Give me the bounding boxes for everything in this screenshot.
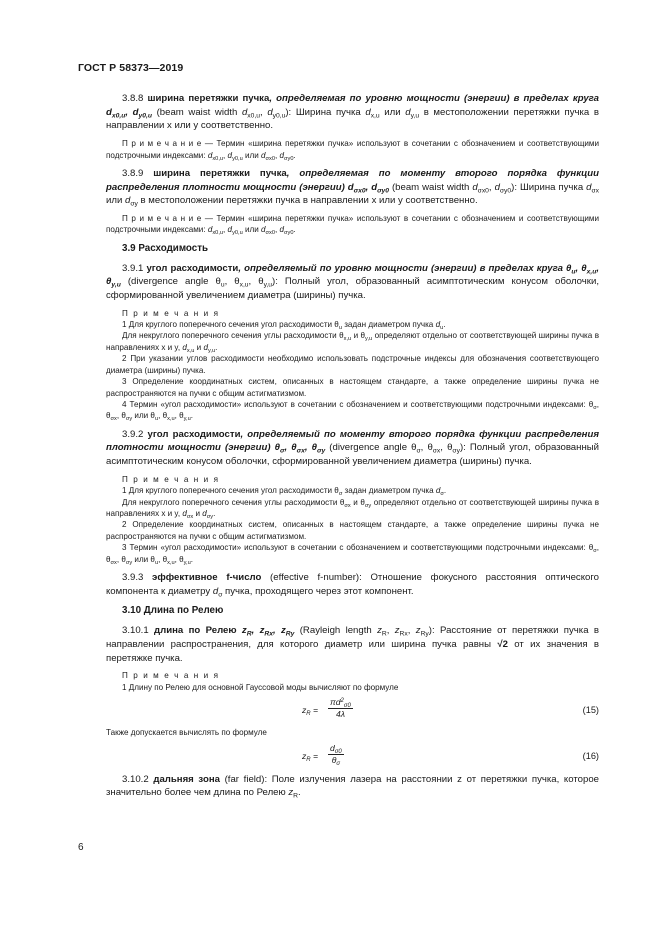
formula-fraction: $\frac{\pi d^2_{\sigma 0}}{4\lambda}$: [330, 697, 351, 720]
note-item: 4 Термин «угол расходимости» используют в сочетании с обозначением и соответствующими подстрочными индексами: $\theta_\sigma$, $\theta_{\sigma x}$, $\theta_{\sigma y}$ или $\theta_u$, $\theta_{x,u}$, $\theta_{y,u}$.: [106, 399, 599, 423]
term: дальняя зона: [153, 773, 220, 785]
definition: ): Полный угол, образованный асимптотическим конусом оболочки, сформированной увеличением диаметра (ширины) пучка.: [106, 442, 599, 468]
term-symbols: $\theta_u$, $\theta_{x,u}$, $\theta_{y,u}$: [106, 262, 600, 289]
page-number: 6: [78, 842, 84, 853]
clause-3-9-1: 3.9.1 угол расходимости, определяемый по уровню мощности (энергии) в пределах круга $\theta_u$, $\theta_{x,u}$, $\theta_{y,u}$ (divergence angle $\theta_u$, $\theta_{x,u}$, $\theta_{y,u}$): Полный угол, образованный асимптотическим конусом оболочки, сформированной увеличением диаметра (ширины) пучка.: [106, 262, 600, 301]
notes-heading: П р и м е ч а н и я: [122, 474, 220, 484]
clause-number: 3.9.2: [122, 428, 144, 440]
notes-3-10-1: [106, 670, 599, 768]
note-3-8-8: П р и м е ч а н и е — Термин «ширина перетяжки пучка» используют в сочетании с обозначением и соответствующими подстрочными индексами: $d_{x0,u}$, $d_{y0,u}$ или $d_{\sigma x0}$, $d_{\sigma y0}$.: [106, 139, 599, 162]
definition: в местоположении перетяжки пучка в направлении x или y соответственно.: [106, 106, 599, 132]
clause-3-9-3: 3.9.3 эффективное f-число (effective f-number): Отношение фокусного расстояния оптического компонента к диаметру $d_\sigma$ пучка, проходящего через этот компонент.: [106, 572, 599, 599]
english-term: (beam waist width: [389, 181, 473, 193]
clause-number: 3.8.9: [122, 167, 144, 179]
clause-number: 3.9.3: [122, 572, 144, 584]
term-symbols: $\theta_\sigma$, $\theta_{\sigma x}$, $\theta_{\sigma y}$: [274, 442, 326, 455]
term: ширина перетяжки пучка: [147, 93, 270, 104]
clause-3-8-9: 3.8.9 ширина перетяжки пучка, определяемая по моменту второго порядка функции распределения плотности мощности (энергии) $d_{\sigma x0}$, $d_{\sigma y0}$ (beam waist width $d_{\sigma x0}$, $d_{\sigma y0}$): Ширина пучка $d_{\sigma x}$ или $d_{\sigma y}$ в местоположении перетяжки пучка в направлении x или y соответственно.: [106, 167, 600, 208]
term-qualifier: , определяемая по уровню мощности (энергии) в пределах круга: [269, 93, 599, 104]
note-item: 3 Определение координатных систем, описанных в настоящем стандарте, а также определение ширины пучка не распространяются на пучки с общим астигматизмом.: [106, 377, 599, 398]
notes-3-9-2: [106, 474, 599, 565]
term: длина по Релею: [154, 625, 237, 637]
definition: (far field): Поле излучения лазера на расстоянии z от перетяжки пучка, которое значительно более чем длина по Релею: [106, 773, 599, 799]
note-item: Также допускается вычислять по формуле: [106, 728, 267, 738]
term: угол расходимости: [147, 428, 241, 440]
notes-heading: П р и м е ч а н и я: [122, 308, 220, 318]
note-3-8-9: П р и м е ч а н и е — Термин «ширина перетяжки пучка» используют в сочетании с обозначением и соответствующими подстрочными индексами: $d_{x0,u}$, $d_{y0,u}$ или $d_{\sigma x0}$, $d_{\sigma y0}$.: [106, 214, 599, 237]
formula-16: [106, 743, 599, 769]
term-symbols: $z_R$, $z_{Rx}$, $z_{Ry}$: [241, 625, 295, 638]
note-item: 1 Для круглого поперечного сечения угол расходимости $\theta_\sigma$ задан диаметром пучка $d_\sigma$.: [122, 486, 447, 498]
definition: ): Расстояние от перетяжки пучка в направлении распространения, для которого диаметр или ширина пучка равны: [106, 625, 599, 650]
term-qualifier: , определяемая по моменту второго порядка функции распределения плотности мощности (энергии): [106, 167, 600, 193]
clause-number: 3.8.8: [122, 93, 144, 104]
term-symbols: $d_{\sigma x0}$, $d_{\sigma y0}$: [347, 181, 389, 194]
document-body: [106, 92, 599, 805]
english-term: (beam waist width: [151, 106, 242, 118]
note-item: 1 Для круглого поперечного сечения угол расходимости $\theta_u$ задан диаметром пучка $d_u$.: [122, 320, 446, 332]
clause-number: 3.10.2: [122, 773, 149, 785]
clause-3-8-8: 3.8.8 ширина перетяжки пучка, определяемая по уровню мощности (энергии) в пределах круга $d_{x0,u}$, $d_{y0,u}$ (beam waist width $d_{x0,u}$, $d_{y0,u}$): Ширина пучка $d_{x,u}$ или $d_{y,u}$ в местоположении перетяжки пучка в направлении x или y соответственно.: [106, 93, 599, 132]
term: эффективное f-число: [152, 572, 262, 584]
term-qualifier: , определяемый по моменту второго порядка функции распределения плотности мощности (энергии): [106, 428, 599, 454]
clause-3-9-2: 3.9.2 угол расходимости, определяемый по моменту второго порядка функции распределения плотности мощности (энергии) $\theta_\sigma$, $\theta_{\sigma x}$, $\theta_{\sigma y}$ (divergence angle $\theta_\sigma$, $\theta_{\sigma x}$, $\theta_{\sigma y}$): Полный угол, образованный асимптотическим конусом оболочки, сформированной увеличением диаметра (ширины) пучка.: [106, 428, 599, 468]
english-term: (divergence angle: [120, 276, 216, 288]
note-item: Для некруглого поперечного сечения углы расходимости $\theta_{\sigma x}$ и $\theta_{\sigma y}$ определяют отдельно от соответствующей ширины пучка в направлениях x и y, $d_{\sigma x}$ и $d_{\sigma y}$.: [106, 497, 599, 521]
clause-number: 3.9.1: [122, 262, 144, 274]
definition: в местоположении перетяжки пучка в направлении x или y соответственно.: [137, 195, 478, 207]
notes-3-9-1: [106, 308, 599, 422]
clause-3-10-2: 3.10.2 дальняя зона (far field): Поле излучения лазера на расстоянии z от перетяжки пучка, которое значительно более чем длина по Релею $z_R$.: [106, 773, 599, 800]
clause-number: 3.10.1: [122, 625, 149, 637]
formula-fraction: $\frac{d_{\sigma 0}}{\theta_\sigma}$: [330, 742, 342, 767]
formula-number: (16): [582, 750, 599, 761]
english-term: (Rayleigh length: [294, 625, 378, 637]
section-heading-3-9: 3.9 Расходимость: [122, 242, 209, 254]
definition: (effective f-number): Отношение фокусного расстояния оптического компонента к диаметру: [106, 572, 599, 597]
term-symbols: $d_{x0,u}$, $d_{y0,u}$: [106, 106, 152, 120]
formula-lhs: $z_R$ =: [302, 705, 319, 718]
section-heading-3-10: 3.10 Длина по Релею: [122, 605, 224, 617]
clause-3-10-1: 3.10.1 длина по Релею $z_R$, $z_{Rx}$, $z_{Ry}$ (Rayleigh length $z_R$, $z_{Rx}$, $z_{Ry}$): Расстояние от перетяжки пучка в направлении распространения, для которого диаметр или ширина пучка равны √2 от их значения в перетяжке пучка.: [106, 625, 599, 664]
term: угол расходимости: [146, 262, 239, 274]
formula-lhs: $z_R$ =: [302, 750, 319, 763]
term: ширина перетяжки пучка: [153, 167, 287, 179]
definition: ): Полный угол, образованный асимптотическим конусом оболочки, сформированной увеличением диаметра (ширины) пучка.: [106, 276, 599, 301]
formula-number: (15): [582, 705, 599, 716]
note-item: 2 При указании углов расходимости необходимо использовать подстрочные индексы для обозначения соответствующего диаметра (ширины) пучка.: [106, 354, 599, 375]
english-term: (divergence angle: [325, 442, 412, 454]
standard-header: ГОСТ Р 58373—2019: [78, 62, 184, 74]
note-item: 2 Определение координатных систем, описанных в настоящем стандарте, а также определение ширины пучка не распространяются на пучки с общим астигматизмом.: [106, 520, 599, 541]
note-item: Для некруглого поперечного сечения углы расходимости $\theta_{x,u}$ и $\theta_{y,u}$ определяют отдельно от соответствующей ширины пучка в направлениях x и y, $d_{x,u}$ и $d_{y,u}$.: [106, 331, 599, 354]
sqrt-two: √2: [497, 638, 508, 650]
formula-15: [106, 697, 599, 723]
term-qualifier: , определяемый по уровню мощности (энергии) в пределах круга: [238, 262, 563, 274]
note-item: 3 Термин «угол расходимости» используют в сочетании с обозначением и соответствующими подстрочными индексами: $\theta_\sigma$, $\theta_{\sigma x}$, $\theta_{\sigma y}$ или $\theta_u$, $\theta_{x,u}$, $\theta_{y,u}$.: [106, 543, 599, 566]
note-item: 1 Длину по Релею для основной Гауссовой моды вычисляют по формуле: [122, 682, 399, 692]
notes-heading: П р и м е ч а н и я: [122, 671, 220, 681]
